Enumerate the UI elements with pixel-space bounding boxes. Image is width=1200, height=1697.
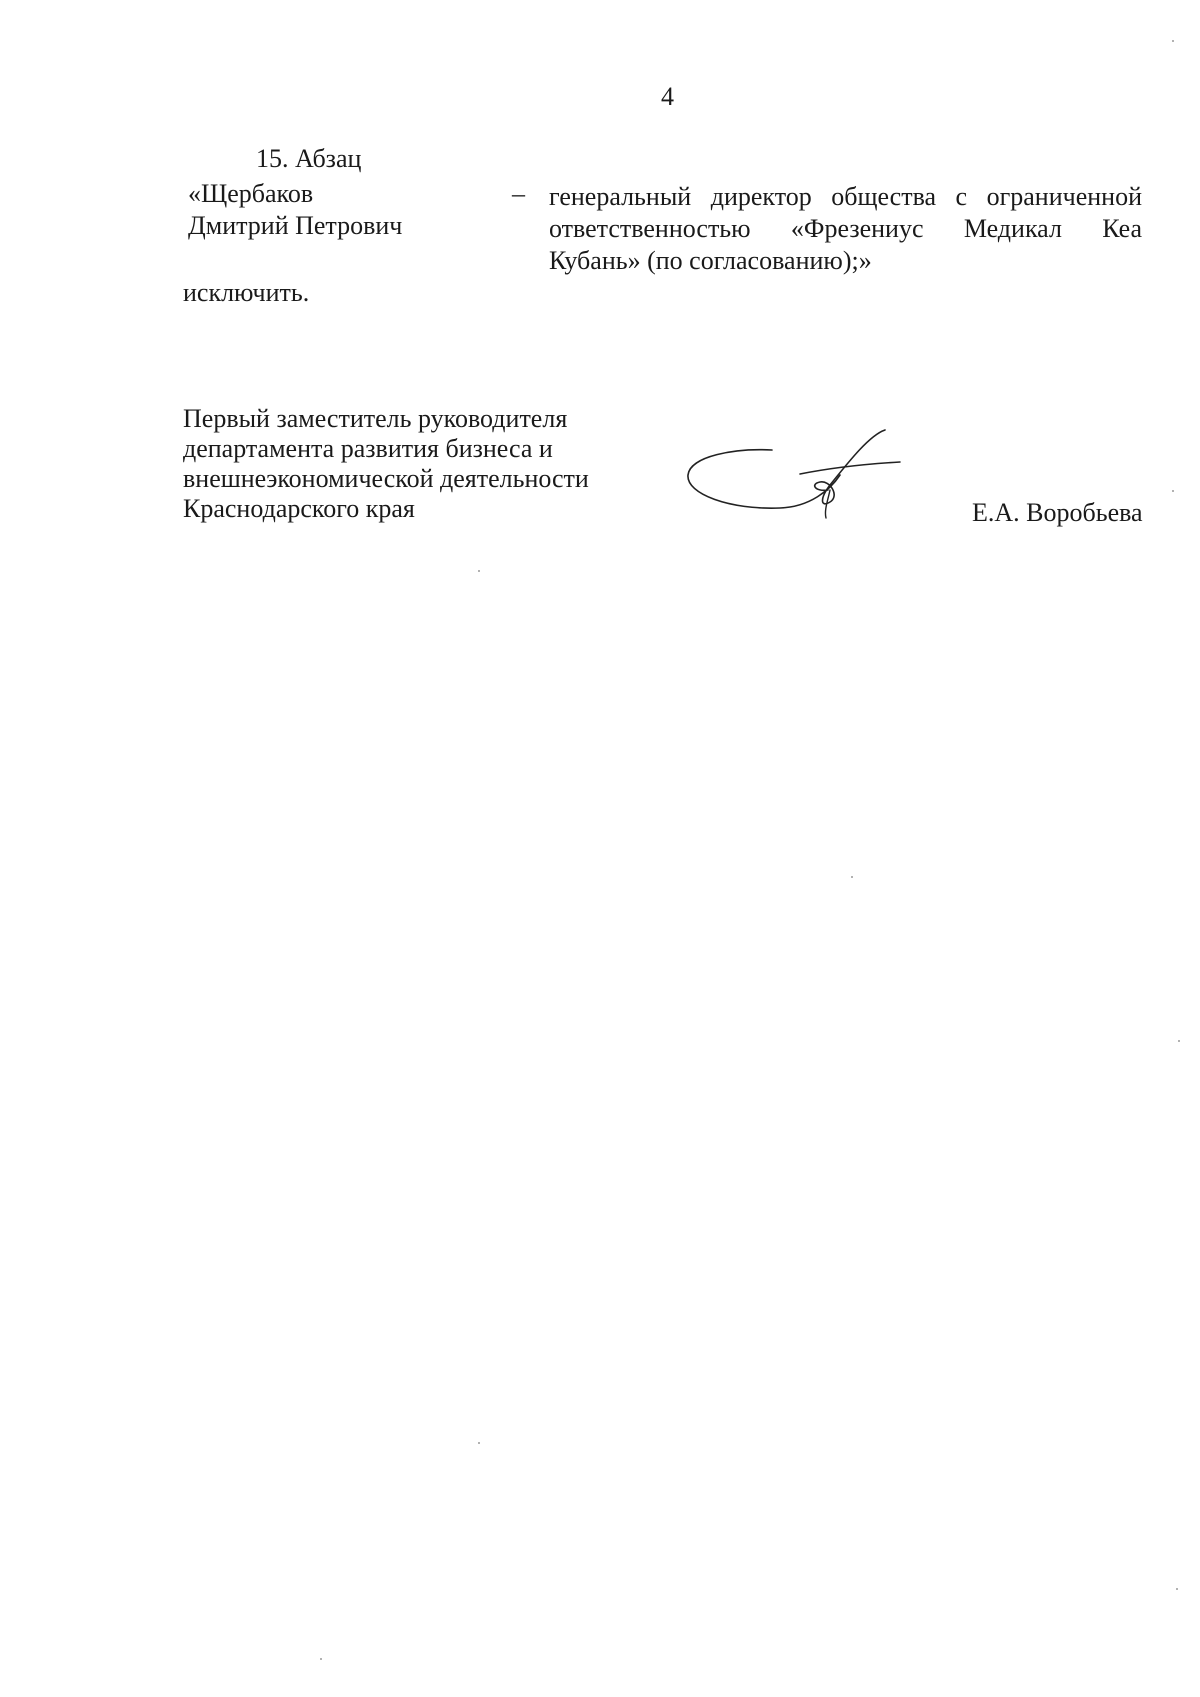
signer-name: Е.А. Воробьева <box>972 498 1143 527</box>
signer-title-line-3: внешнеэкономической деятельности <box>183 464 589 493</box>
signer-title-line-2: департамента развития бизнеса и <box>183 434 553 463</box>
signer-title-line-4: Краснодарского края <box>183 494 415 523</box>
scan-speck <box>478 570 480 572</box>
scan-speck <box>1178 1040 1180 1042</box>
person-name-line-2: Дмитрий Петрович <box>188 211 403 240</box>
handwritten-signature-icon <box>680 420 910 530</box>
signer-title <box>183 404 589 524</box>
page-number: 4 <box>661 82 674 111</box>
scan-speck <box>478 1442 480 1444</box>
scan-speck <box>1172 490 1174 492</box>
description-line-3: Кубань» (по согласованию);» <box>549 246 872 275</box>
amendment-action: исключить. <box>183 278 310 307</box>
description-line-1: генеральный директор общества с ограниченной <box>549 182 1142 211</box>
scan-speck <box>320 1658 322 1660</box>
scan-speck <box>1176 1588 1178 1590</box>
scan-speck <box>1172 40 1174 42</box>
scan-speck <box>851 876 853 878</box>
person-description <box>549 181 1142 277</box>
dash-separator: – <box>512 179 525 208</box>
signer-title-line-1: Первый заместитель руководителя <box>183 404 568 433</box>
description-line-2: ответственностью «Фрезениус Медикал Кеа <box>549 214 1142 243</box>
amendment-paragraph-label: 15. Абзац <box>256 144 362 173</box>
person-name-line-1: «Щербаков <box>188 179 314 208</box>
